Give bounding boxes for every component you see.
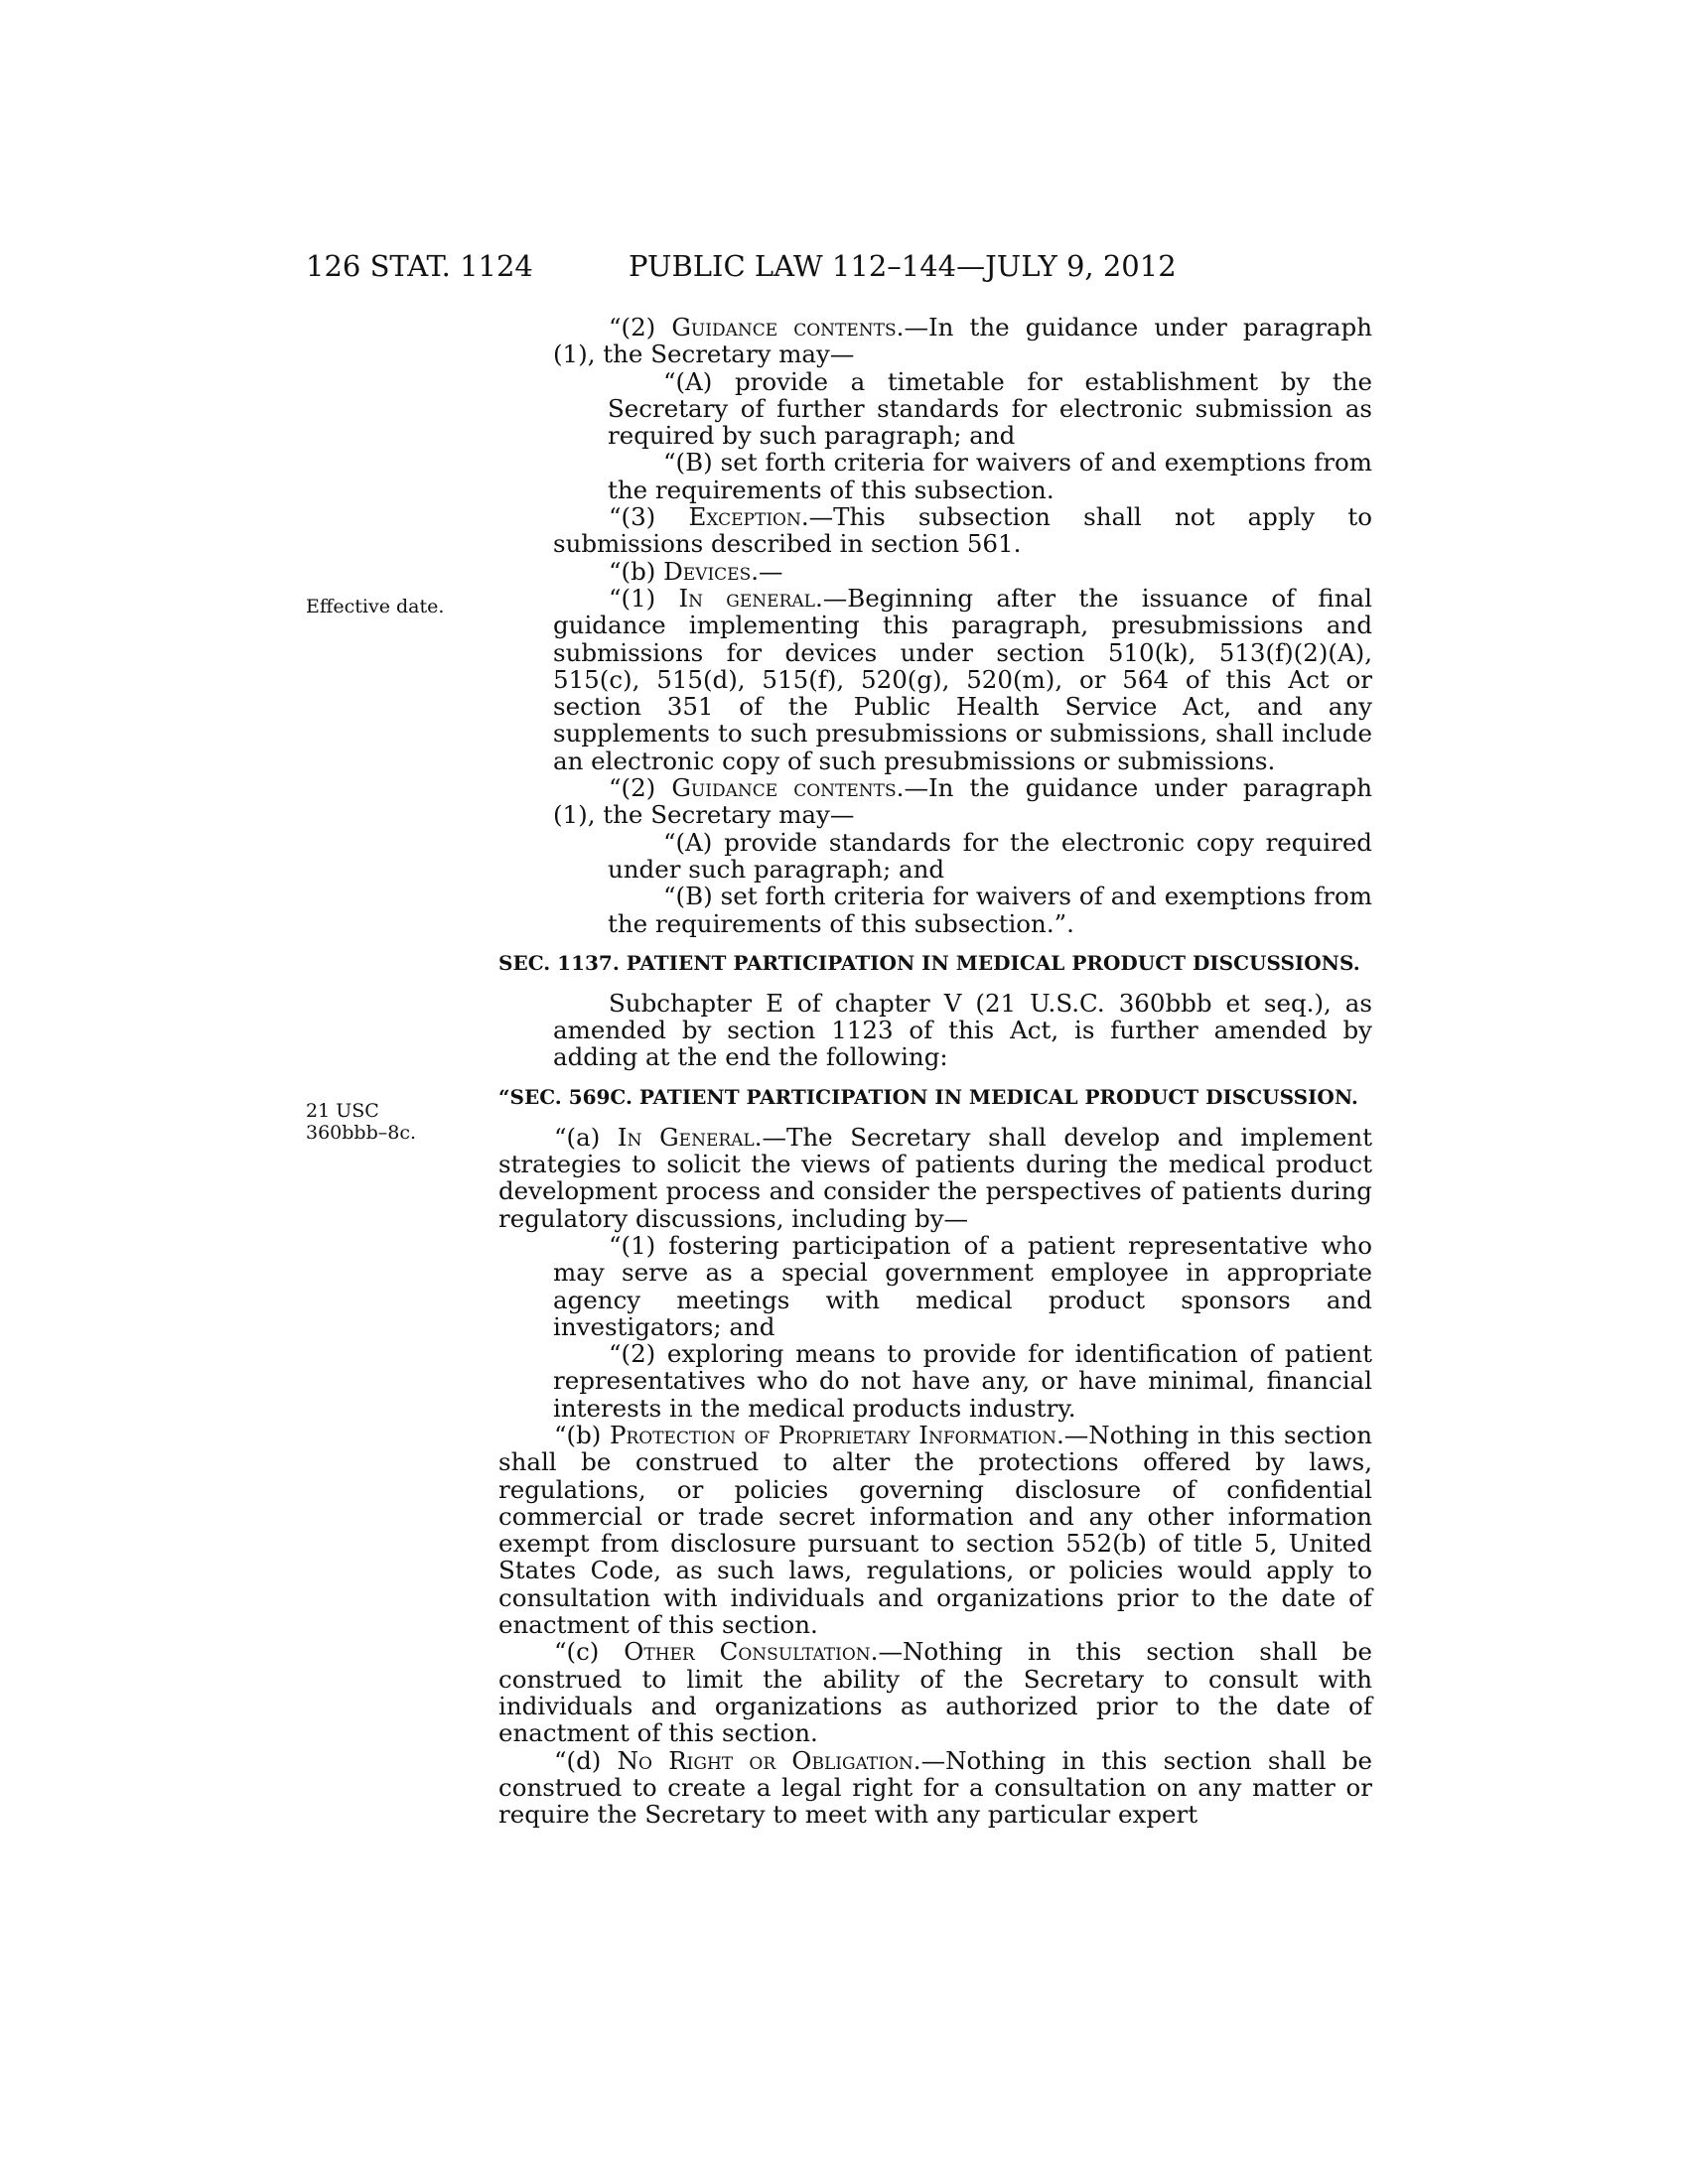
subsection-b-heading: Devices <box>663 556 752 586</box>
paragraph-b1-lead: “(1) <box>609 583 679 613</box>
subsection-569c-a-heading: In General <box>617 1122 755 1152</box>
subsection-b-lead: “(b) <box>609 556 664 586</box>
page-header <box>0 246 1688 286</box>
paragraph-b1-in-general <box>498 585 1372 774</box>
subsection-569c-d-text: .—Nothing in this section shall be construed to create a legal right for a consultation on any matter or require the Secretary to meet with any particular expert <box>498 1745 1372 1830</box>
subsection-569c-c-heading: Other Consultation <box>624 1637 871 1667</box>
subsection-569c-b-heading: Protection of Proprietary Information <box>609 1420 1056 1449</box>
paragraph-a3-lead: “(3) <box>609 502 689 532</box>
subsection-569c-a-lead: “(a) <box>554 1122 618 1152</box>
subsection-569c-c <box>498 1638 1372 1746</box>
subsection-b-devices <box>498 558 1372 585</box>
statute-body <box>498 314 1372 1828</box>
paragraph-569c-a1: “(1) fostering participation of a patient representative who may serve as a special government employee in appropriate agency meetings with medical product sponsors and investigators; and <box>553 1230 1372 1341</box>
paragraph-a2-lead: “(2) <box>609 313 672 341</box>
paragraph-b2-heading: Guidance contents <box>671 773 897 803</box>
paragraph-a2-guidance-contents <box>498 314 1372 368</box>
subparagraph-b2-A: “(A) provide standards for the electronic copy required under such paragraph; and <box>608 827 1372 884</box>
statute-page-reference: 126 STAT. 1124 <box>306 249 533 283</box>
subparagraph-a2-B: “(B) set forth criteria for waivers of and exemptions from the requirements of this subsection. <box>608 448 1372 504</box>
paragraph-a2-heading: Guidance contents <box>671 313 897 341</box>
subsection-569c-b-lead: “(b) <box>554 1420 610 1449</box>
subsection-569c-a-text: .—The Secretary shall develop and implement strategies to solicit the views of patients during the medical product development process and consider the perspectives of patients during regulatory discussions, including by— <box>498 1122 1372 1233</box>
section-1137-heading: SEC. 1137. PATIENT PARTICIPATION IN MEDICAL PRODUCT DISCUSSIONS. <box>498 950 1360 975</box>
subsection-569c-c-text: .—Nothing in this section shall be construed to limit the ability of the Secretary to consult with individuals and organizations as authorized prior to the date of enactment of this section. <box>498 1637 1372 1748</box>
margin-note-usc-citation <box>306 1100 475 1144</box>
paragraph-a2-text: .—In the guidance under paragraph (1), the Secretary may— <box>553 313 1372 369</box>
public-law-title: PUBLIC LAW 112–144—JULY 9, 2012 <box>629 249 1177 283</box>
subsection-569c-b-text: .—Nothing in this section shall be construed to alter the protections offered by laws, regulations, or policies governing disclosure of confidential commercial or trade secret information and any other information exempt from disclosure pursuant to section 552(b) of title 5, United States Code, as such laws, regulations, or policies would apply to consultation with individuals and organizations prior to the date of enactment of this section. <box>498 1420 1372 1640</box>
paragraph-b2-text: .—In the guidance under paragraph (1), the Secretary may— <box>553 773 1372 830</box>
margin-note-effective-date: Effective date. <box>306 596 445 617</box>
subparagraph-b2-B: “(B) set forth criteria for waivers of and exemptions from the requirements of this subsection.”. <box>608 882 1372 938</box>
subsection-569c-d <box>498 1747 1372 1829</box>
paragraph-a3-text: .—This subsection shall not apply to submissions described in section 561. <box>553 502 1372 559</box>
paragraph-b2-guidance-contents <box>498 774 1372 829</box>
subsection-569c-b <box>498 1422 1372 1638</box>
section-569c-heading: “SEC. 569C. PATIENT PARTICIPATION IN MEDICAL PRODUCT DISCUSSION. <box>498 1084 1358 1109</box>
paragraph-a3-exception <box>498 503 1372 558</box>
paragraph-b2-lead: “(2) <box>609 773 672 803</box>
subsection-569c-d-heading: No Right or Obligation <box>617 1745 914 1775</box>
subsection-569c-a <box>498 1124 1372 1232</box>
subsection-b-text: .— <box>751 556 783 586</box>
subsection-569c-c-lead: “(c) <box>554 1637 625 1667</box>
paragraph-a3-heading: Exception <box>688 502 801 532</box>
section-1137-text: Subchapter E of chapter V (21 U.S.C. 360bbb et seq.), as amended by section 1123 of this Act, is further amended by adding at the end the following: <box>553 988 1372 1072</box>
paragraph-569c-a2: “(2) exploring means to provide for identification of patient representatives who do not have any, or have minimal, financial interests in the medical products industry. <box>553 1339 1372 1423</box>
paragraph-b1-text: .—Beginning after the issuance of final guidance implementing this paragraph, presubmissions and submissions for devices under section 510(k), 513(f)(2)(A), 515(c), 515(d), 515(f), 520(g), 520(m), or 564 of this Act or section 351 of the Public Health Service Act, and any supplements to such presubmissions or submissions, shall include an electronic copy of such presubmissions or submissions. <box>553 583 1372 775</box>
usc-citation-line-2: 360bbb–8c. <box>306 1122 417 1144</box>
paragraph-b1-heading: In general <box>678 583 815 613</box>
subparagraph-a2-A: “(A) provide a timetable for establishment by the Secretary of further standards for electronic submission as required by such paragraph; and <box>608 366 1372 451</box>
usc-citation-line-1: 21 USC <box>306 1100 379 1122</box>
subsection-569c-d-lead: “(d) <box>554 1745 618 1775</box>
